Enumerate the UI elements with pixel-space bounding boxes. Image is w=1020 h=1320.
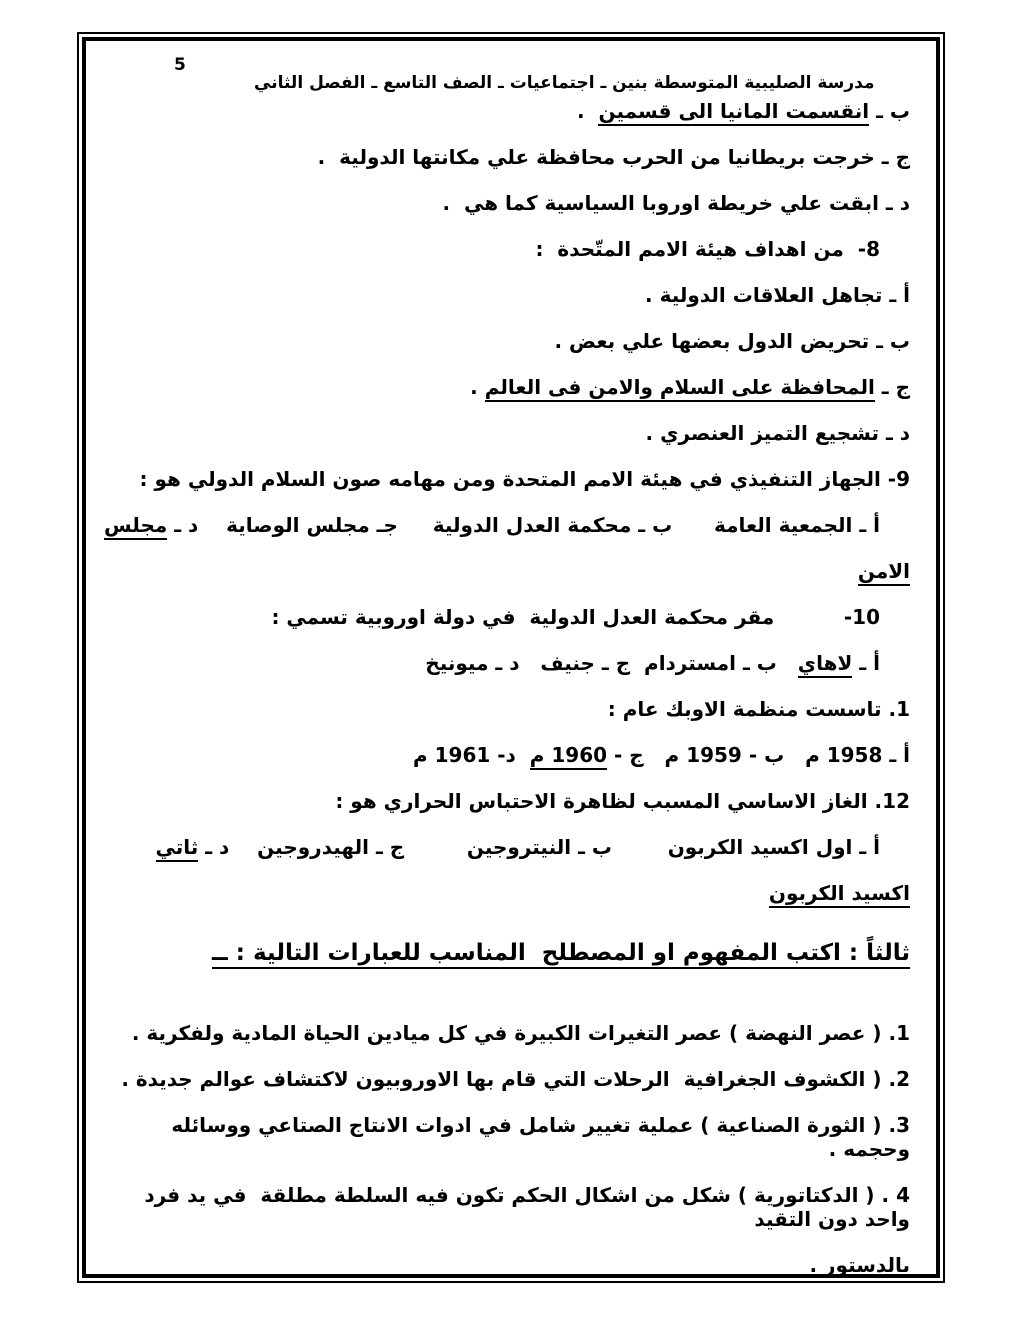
text-segment: د ـ تشجيع التميز العنصري .	[645, 421, 910, 445]
text-segment: 1. ( عصر النهضة ) عصر التغيرات الكبيرة في كل ميادين الحياة المادية ولفكرية .	[131, 1021, 910, 1045]
text-segment: أ ـ تجاهل العلاقات الدولية .	[645, 283, 910, 307]
school-header-text: مدرسة الصليبية المتوسطة بنين ـ اجتماعيات ـ الصف التاسع ـ الفصل الثاني	[254, 73, 875, 93]
document-line	[102, 881, 910, 905]
text-segment: 4 . ( الدكتاتورية ) شكل من اشكال الحكم تكون فيه السلطة مطلقة في يد فرد واحد دون التقيد	[137, 1183, 910, 1231]
document-line	[102, 651, 910, 675]
underlined-answer: الامن	[858, 559, 910, 586]
heading-text: ثالثاً : اكتب المفهوم او المصطلح المناسب للعبارات التالية : ــ	[212, 940, 910, 969]
text-segment: د- 1961 م	[412, 743, 530, 767]
text-segment: 10- مقر محكمة العدل الدولية في دولة اوروبية تسمي :	[271, 605, 880, 629]
document-line	[102, 99, 910, 123]
text-segment: ب ـ امستردام ج ـ جنيف د ـ ميونيخ	[425, 651, 798, 675]
document-line	[102, 237, 910, 261]
text-segment: ب ـ	[869, 99, 910, 123]
page-number: 5	[174, 55, 186, 75]
page-header	[102, 53, 910, 93]
text-segment: د ـ ابقت علي خريطة اوروبا السياسية كما هي .	[442, 191, 910, 215]
underlined-answer: اكسيد الكربون	[769, 881, 910, 908]
text-segment: 2. ( الكشوف الجغرافية الرحلات التي قام بها الاوروبيون لاكتشاف عوالم جديدة .	[121, 1067, 910, 1091]
document-line	[102, 513, 910, 537]
underlined-answer: 1960 م	[530, 743, 607, 770]
underlined-answer: مجلس	[104, 513, 167, 540]
document-line	[102, 697, 910, 721]
document-line	[102, 605, 910, 629]
document-line	[102, 1113, 910, 1161]
text-segment: 8- من اهداف هيئة الامم المتّحدة :	[535, 237, 880, 261]
document-line	[102, 1253, 910, 1277]
underlined-answer: ثاتي	[156, 835, 199, 862]
document-line	[102, 191, 910, 215]
underlined-answer: المحافظة على السلام والامن فى العالم	[485, 375, 875, 402]
text-segment: 1. تاسست منظمة الاوبك عام :	[607, 697, 910, 721]
document-line	[102, 789, 910, 813]
text-segment: بالدستور .	[809, 1253, 910, 1277]
document-line	[102, 743, 910, 767]
document-line	[102, 1021, 910, 1045]
underlined-answer: انقسمت المانيا الى قسمين	[598, 99, 869, 126]
document-body	[102, 99, 910, 1277]
text-segment: أ ـ اول اكسيد الكربون ب ـ النيتروجين ج ـ الهيدروجين د ـ	[198, 835, 880, 859]
document-line	[102, 559, 910, 583]
underlined-answer: لاهاي	[798, 651, 853, 678]
text-segment: أ ـ 1958 م ب - 1959 م ج -	[607, 743, 910, 767]
text-segment: ج ـ خرجت بريطانيا من الحرب محافظة علي مكانتها الدولية .	[317, 145, 910, 169]
document-line	[102, 145, 910, 169]
document-line	[102, 835, 910, 859]
document-line	[102, 329, 910, 353]
text-segment: أ ـ الجمعية العامة ب ـ محكمة العدل الدولية جـ مجلس الوصاية د ـ	[167, 513, 880, 537]
text-segment: 12. الغاز الاساسي المسبب لظاهرة الاحتباس الحراري هو :	[335, 789, 910, 813]
text-segment: ب ـ تحريض الدول بعضها علي بعض .	[554, 329, 910, 353]
section-heading	[102, 939, 910, 967]
text-segment: .	[470, 375, 485, 399]
text-segment: 3. ( الثورة الصناعية ) عملية تغيير شامل في ادوات الانتاج الصتاعي ووسائله وحجمه .	[164, 1113, 910, 1161]
page-border-frame	[82, 37, 940, 1278]
document-line	[102, 1067, 910, 1091]
text-segment: 9- الجهاز التنفيذي في هيئة الامم المتحدة ومن مهامه صون السلام الدولي هو :	[139, 467, 910, 491]
text-segment: ج ـ	[874, 375, 910, 399]
document-line	[102, 375, 910, 399]
document-line	[102, 421, 910, 445]
text-segment: أ ـ	[852, 651, 880, 675]
text-segment: .	[576, 99, 599, 123]
document-line	[102, 467, 910, 491]
document-line	[102, 1183, 910, 1231]
document-line	[102, 283, 910, 307]
